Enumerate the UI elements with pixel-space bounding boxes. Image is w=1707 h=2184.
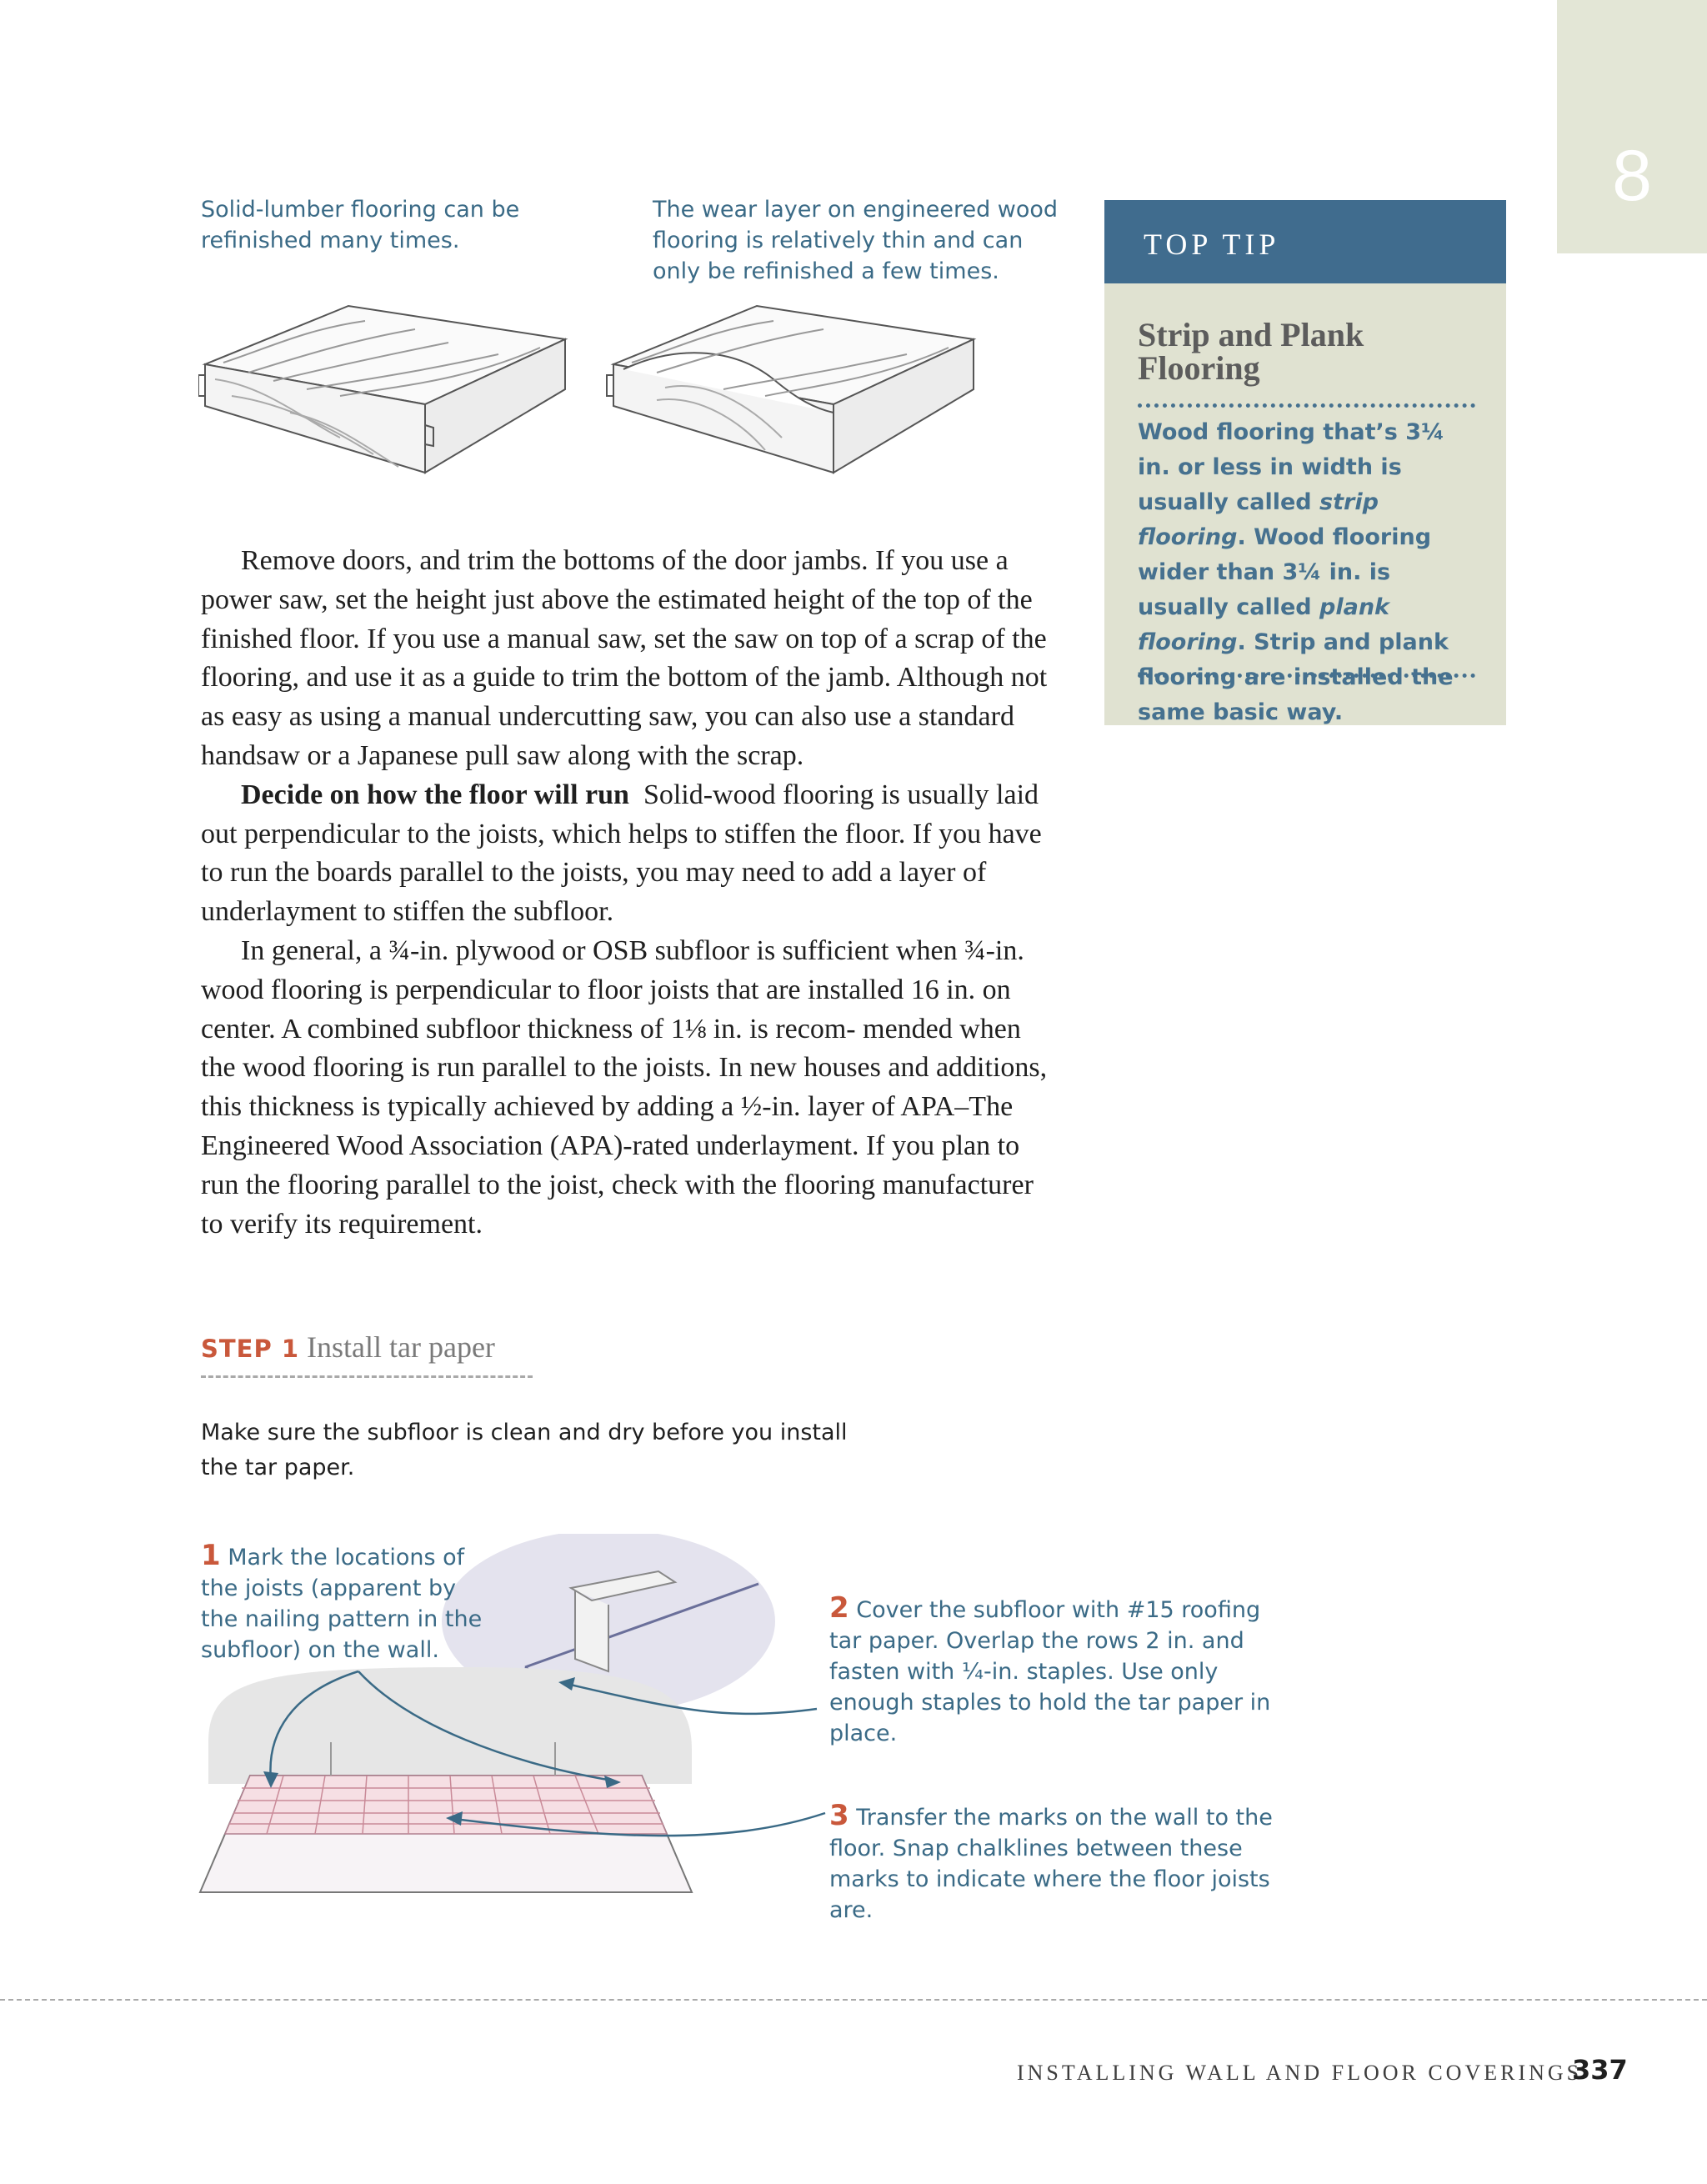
run-in-heading: Decide on how the floor will run <box>241 779 629 810</box>
caption-engineered-wood: The wear layer on engineered wood flooring is relatively thin and can only be refinished a few times. <box>653 197 1059 284</box>
tip-text-a: Wood flooring that’s 3¼ in. or less in width is usually called <box>1138 419 1444 515</box>
tip-text-b: . Wood flooring wider than 3¼ in. is usually called <box>1138 524 1432 620</box>
callout-2-text: Cover the subfloor with #15 roofing tar paper. Overlap the rows 2 in. and fasten with ¼-in. staples. Use only enough staples to hold the tar paper in place. <box>829 1597 1271 1746</box>
paragraph-floor-direction-text: Solid-wood flooring is usually laid out perpendicular to the joists, which helps to stiffen the floor. If you have to run the boards parallel to the joists, you may need to add a layer of underlayment to stiffen the subfloor. <box>201 779 1042 928</box>
callout-1-number: 1 <box>201 1539 221 1572</box>
callout-3-number: 3 <box>829 1799 849 1832</box>
paragraph-floor-direction <box>201 776 1055 932</box>
callout-3-text: Transfer the marks on the wall to the floor. Snap chalklines between these marks to indicate where the floor joists are. <box>829 1805 1273 1923</box>
callout-2-number: 2 <box>829 1591 849 1625</box>
tip-text-c: . Strip and plank flooring are installed the same basic way. <box>1138 629 1454 725</box>
solid-board-illustration <box>198 306 565 473</box>
engineered-board-illustration <box>607 306 974 473</box>
step-tag: STEP 1 <box>201 1335 300 1363</box>
paragraph-remove-doors: Remove doors, and trim the bottoms of the door jambs. If you use a power saw, set the height just above the estimated height of the top of the finished floor. If you use a manual saw, set the saw on top of a scrap of the flooring, and use it as a guide to trim the bottom of the jamb. Although not as easy as using a manual undercutting saw, you can also use a standard handsaw or a Japanese pull saw along with the scrap. <box>201 545 1048 771</box>
callout-1-text: Mark the locations of the joists (apparent by the nailing pattern in the subfloor) on the wall. <box>201 1545 483 1663</box>
paragraph-subfloor-thickness: In general, a ¾-in. plywood or OSB subfloor is sufficient when ¾-in. wood flooring is perpendicular to floor joists that are installed 16 in. on center. A combined subfloor thickness of 1⅛ in. is recom- mended when the wood flooring is run parallel to the joists. In new houses and additions, this thickness is typically achieved by adding a ½-in. layer of APA–The Engineered Wood Association (APA)-rated underlayment. If you plan to run the flooring parallel to the joist, check with the flooring manufacturer to verify its requirement. <box>201 934 1048 1240</box>
top-tip-text <box>1138 415 1479 730</box>
footer-rule <box>0 1999 1707 2001</box>
tip-term-plank: plank flooring <box>1138 594 1390 655</box>
tip-term-strip: strip flooring <box>1138 489 1379 550</box>
step-heading <box>201 1330 495 1365</box>
running-head: INSTALLING WALL AND FLOOR COVERINGS <box>1017 2061 1583 2085</box>
step-underline <box>201 1375 533 1378</box>
tip-divider-bottom <box>1138 674 1475 678</box>
page-number: 337 <box>1572 2054 1628 2086</box>
step-description: Make sure the subfloor is clean and dry before you install the tar paper. <box>201 1420 848 1480</box>
top-tip-label: TOP TIP <box>1144 228 1280 261</box>
body-text <box>201 542 1055 1244</box>
callout-2 <box>829 1593 1296 1749</box>
chapter-number: 8 <box>1612 136 1652 216</box>
flooring-boards-illustration <box>198 296 982 513</box>
step-title: Install tar paper <box>307 1330 495 1364</box>
callout-1 <box>201 1540 484 1666</box>
caption-solid-lumber: Solid-lumber flooring can be refinished many times. <box>201 197 520 253</box>
tip-divider-top <box>1138 403 1475 408</box>
callout-3 <box>829 1801 1296 1926</box>
top-tip-title: Strip and Plank Flooring <box>1138 316 1364 387</box>
